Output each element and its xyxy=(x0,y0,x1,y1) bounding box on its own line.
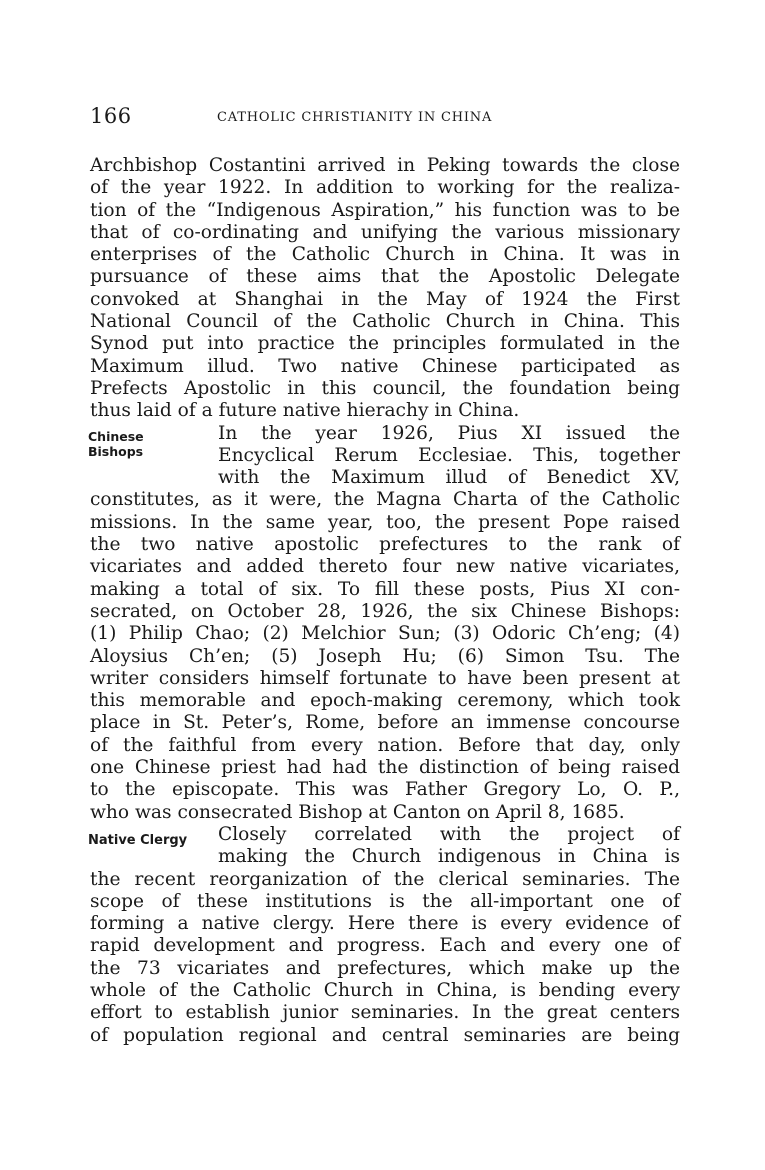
text-line: with the Maximum illud of Benedict XV, xyxy=(218,467,680,489)
margin-note-native-clergy: Native Clergy xyxy=(88,832,188,848)
text-line: secrated, on October 28, 1926, the six Chinese Bishops: xyxy=(90,600,680,622)
native-clergy-block xyxy=(90,824,680,869)
text-line: of population regional and central seminaries are being xyxy=(90,1024,680,1046)
text-line: the two native apostolic prefectures to the rank of xyxy=(90,534,680,556)
text-line: who was consecrated Bishop at Canton on April 8, 1685. xyxy=(90,801,625,823)
text-line: National Council of the Catholic Church in China. This xyxy=(90,311,680,333)
text-line: tion of the “Indigenous Aspiration,” his function was to be xyxy=(90,199,680,221)
text-line: one Chinese priest had had the distinction of being raised xyxy=(90,757,680,779)
text-line: Synod put into practice the principles formulated in the xyxy=(90,333,680,355)
page-header xyxy=(90,104,680,134)
text-line: missions. In the same year, too, the present Pope raised xyxy=(90,511,680,533)
margin-note-chinese-bishops xyxy=(88,429,144,459)
text-line: forming a native clergy. Here there is every evidence of xyxy=(90,913,680,935)
text-line: convoked at Shanghai in the May of 1924 the First xyxy=(90,288,680,310)
text-line: the recent reorganization of the clerical seminaries. The xyxy=(90,868,680,890)
text-line: rapid development and progress. Each and every one of xyxy=(90,935,680,957)
text-line: Closely correlated with the project of xyxy=(218,823,680,845)
text-line: of the faithful from every nation. Before that day, only xyxy=(90,734,680,756)
text-line: Aloysius Ch’en; (5) Joseph Hu; (6) Simon Tsu. The xyxy=(90,645,680,667)
text-line: scope of these institutions is the all-important one of xyxy=(90,890,680,912)
text-line: Maximum illud. Two native Chinese participated as xyxy=(90,355,680,377)
text-line: thus laid of a future native hierachy in China. xyxy=(90,400,520,422)
text-line: Encyclical Rerum Ecclesiae. This, together xyxy=(218,444,680,466)
text-line: writer considers himself fortunate to have been present at xyxy=(90,667,680,689)
text-line: that of co-ordinating and unifying the various missionary xyxy=(90,221,680,243)
running-head: CATHOLIC CHRISTIANITY IN CHINA xyxy=(217,110,493,125)
text-line: Archbishop Costantini arrived in Peking towards the close xyxy=(90,155,680,176)
text-line: making the Church indigenous in China is xyxy=(218,846,680,868)
chinese-bishops-block xyxy=(90,423,680,490)
text-line: vicariates and added thereto four new native vicariates, xyxy=(90,556,680,578)
text-line: making a total of six. To fill these posts, Pius XI con- xyxy=(90,578,680,600)
body-text xyxy=(90,155,680,1047)
text-line: whole of the Catholic Church in China, is bending every xyxy=(90,979,680,1001)
text-line: place in St. Peter’s, Rome, before an immense concourse xyxy=(90,712,680,734)
text-line: (1) Philip Chao; (2) Melchior Sun; (3) Odoric Ch’eng; (4) xyxy=(90,623,680,645)
text-line: this memorable and epoch-making ceremony, which took xyxy=(90,690,680,712)
text-line: pursuance of these aims that the Apostolic Delegate xyxy=(90,266,680,288)
text-line: enterprises of the Catholic Church in China. It was in xyxy=(90,244,680,266)
text-line: In the year 1926, Pius XI issued the xyxy=(218,422,680,444)
text-line: to the episcopate. This was Father Gregory Lo, O. P., xyxy=(90,779,680,801)
margin-note-line: Chinese xyxy=(88,428,144,444)
text-line: Prefects Apostolic in this council, the foundation being xyxy=(90,377,680,399)
margin-note-line: Bishops xyxy=(88,443,144,459)
text-line: the 73 vicariates and prefectures, which make up the xyxy=(90,957,680,979)
text-line: of the year 1922. In addition to working for the realiza- xyxy=(90,177,680,199)
text-line: constitutes, as it were, the Magna Charta of the Catholic xyxy=(90,489,680,511)
page-number: 166 xyxy=(90,104,132,128)
text-line: effort to establish junior seminaries. In the great centers xyxy=(90,1002,680,1024)
